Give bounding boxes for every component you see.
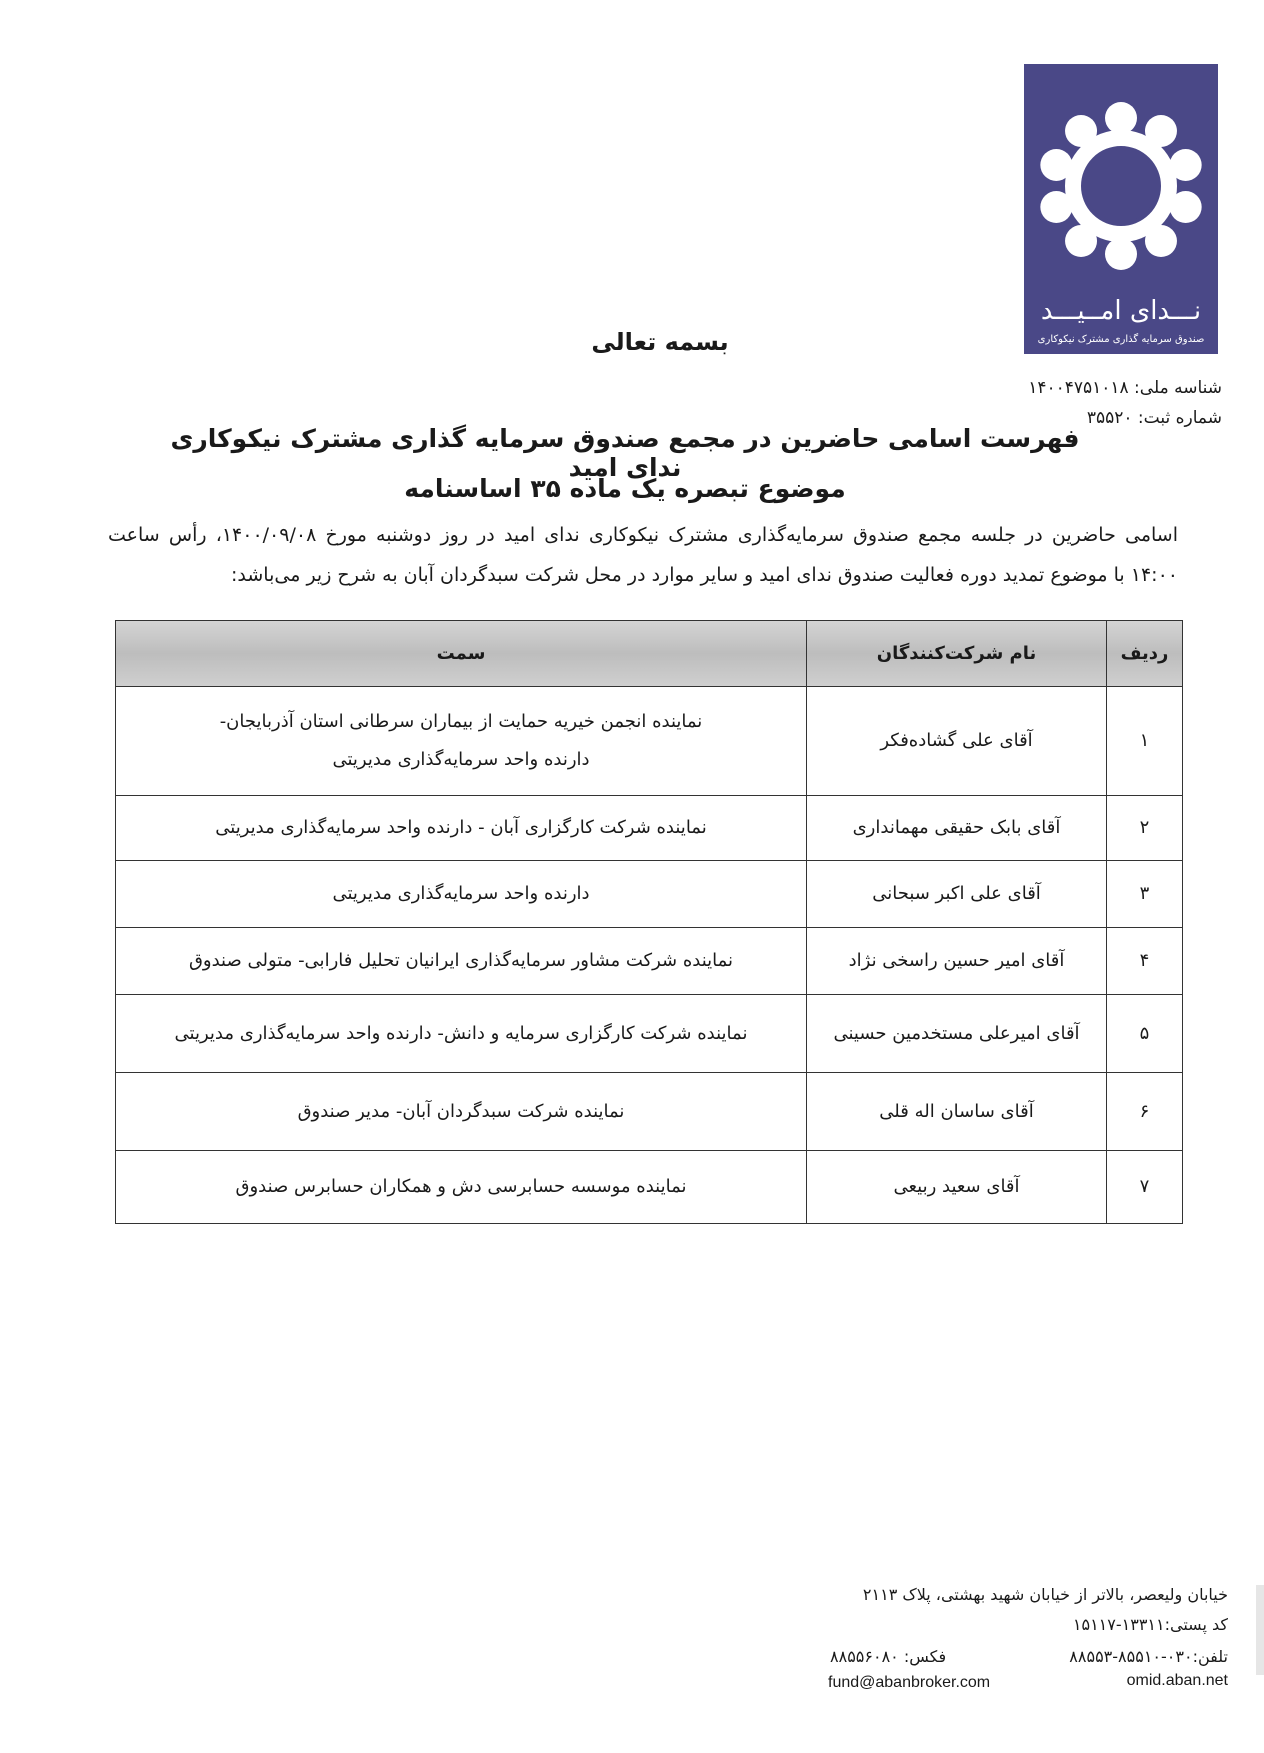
row-role: نماینده شرکت سبدگردان آبان- مدیر صندوق <box>297 1100 625 1122</box>
row-role: نماینده شرکت مشاور سرمایه‌گذاری ایرانیان تحلیل فارابی- متولی صندوق <box>188 950 734 971</box>
row-name: آقای علی اکبر سبحانی <box>806 861 1106 927</box>
footer-fax: فکس: ۸۸۵۵۶۰۸۰ <box>830 1647 947 1666</box>
row-role: نماینده شرکت کارگزاری آبان - دارنده واحد سرمایه‌گذاری مدیریتی <box>215 817 707 838</box>
table-row <box>116 1150 1182 1223</box>
row-role: نماینده موسسه حسابرسی دش و همکاران حسابرس صندوق <box>235 1176 687 1197</box>
row-name: آقای علی گشاده‌فکر <box>806 687 1106 795</box>
circle-ring-logo-icon <box>1024 64 1218 304</box>
row-index: ۵ <box>1106 995 1182 1072</box>
row-index: ۷ <box>1106 1151 1182 1223</box>
registration-number: شماره ثبت: ۳۵۵۲۰ <box>1086 408 1222 428</box>
intro-paragraph: اسامی حاضرین در جلسه مجمع صندوق سرمایه‌گذاری مشترک نیکوکاری ندای امید در روز دوشنبه مورخ ۱۴۰۰/۰۹/۰۸، رأس ساعت ۱۴:۰۰ با موضوع تمدید دوره فعالیت صندوق ندای امید و سایر موارد در محل شرکت سبدگردان آبان به شرح زیر می‌باشد: <box>108 524 1178 586</box>
header-index: ردیف <box>1106 621 1182 686</box>
row-index: ۳ <box>1106 861 1182 927</box>
fund-logo <box>1024 64 1218 354</box>
row-index: ۶ <box>1106 1073 1182 1150</box>
logo-name: نـــدای امــیـــد <box>1040 296 1202 326</box>
document-title: فهرست اسامی حاضرین در مجمع صندوق سرمایه گذاری مشترک نیکوکاری ندای امید <box>170 424 1080 482</box>
row-role: نماینده شرکت کارگزاری سرمایه و دانش- دارنده واحد سرمایه‌گذاری مدیریتی <box>174 1022 748 1044</box>
footer-website-link[interactable]: omid.aban.net <box>1126 1672 1228 1689</box>
footer-email-link[interactable]: fund@abanbroker.com <box>828 1674 991 1691</box>
table-row <box>116 1072 1182 1150</box>
logo-ring-dot <box>1105 238 1137 270</box>
logo-ring-dot <box>1105 102 1137 134</box>
bismillah-heading: بسمه تعالی <box>591 328 729 356</box>
table-header-row <box>116 621 1182 686</box>
row-name: آقای سعید ربیعی <box>806 1151 1106 1223</box>
scan-edge-mark <box>1256 1585 1264 1675</box>
footer-postal-code: کد پستی:۱۳۳۱۱-۱۵۱۱۷ <box>1072 1615 1228 1634</box>
header-name: نام شرکت‌کنندگان <box>806 621 1106 686</box>
header-role: سمت <box>436 642 486 664</box>
table-row <box>116 795 1182 860</box>
footer-phone: تلفن:۰۳۰-۸۵۵۱۰-۸۸۵۵۳ <box>1069 1647 1228 1666</box>
row-name: آقای امیرعلی مستخدمین حسینی <box>806 995 1106 1072</box>
table-row <box>116 994 1182 1072</box>
row-role: دارنده واحد سرمایه‌گذاری مدیریتی <box>332 883 590 904</box>
footer-address: خیابان ولیعصر، بالاتر از خیابان شهید بهشتی، پلاک ۲۱۱۳ <box>862 1585 1228 1604</box>
table-row <box>116 686 1182 795</box>
document-subtitle: موضوع تبصره یک ماده ۳۵ اساسنامه <box>404 474 846 503</box>
attendees-table <box>115 620 1183 1224</box>
national-id: شناسه ملی: ۱۴۰۰۴۷۵۱۰۱۸ <box>1028 378 1222 398</box>
row-index: ۴ <box>1106 928 1182 994</box>
row-name: آقای ساسان اله قلی <box>806 1073 1106 1150</box>
logo-ring-center <box>1085 150 1157 222</box>
row-name: آقای امیر حسین راسخی نژاد <box>806 928 1106 994</box>
logo-subtitle: صندوق سرمایه گذاری مشترک نیکوکاری <box>1037 334 1205 345</box>
table-row <box>116 927 1182 994</box>
table-row <box>116 860 1182 927</box>
row-index: ۱ <box>1106 687 1182 795</box>
row-name: آقای بابک حقیقی مهمانداری <box>806 796 1106 860</box>
row-role: نماینده انجمن خیریه حمایت از بیماران سرطانی استان آذربایجان- دارنده واحد سرمایه‌گذاری مدیریتی <box>219 711 703 770</box>
row-index: ۲ <box>1106 796 1182 860</box>
